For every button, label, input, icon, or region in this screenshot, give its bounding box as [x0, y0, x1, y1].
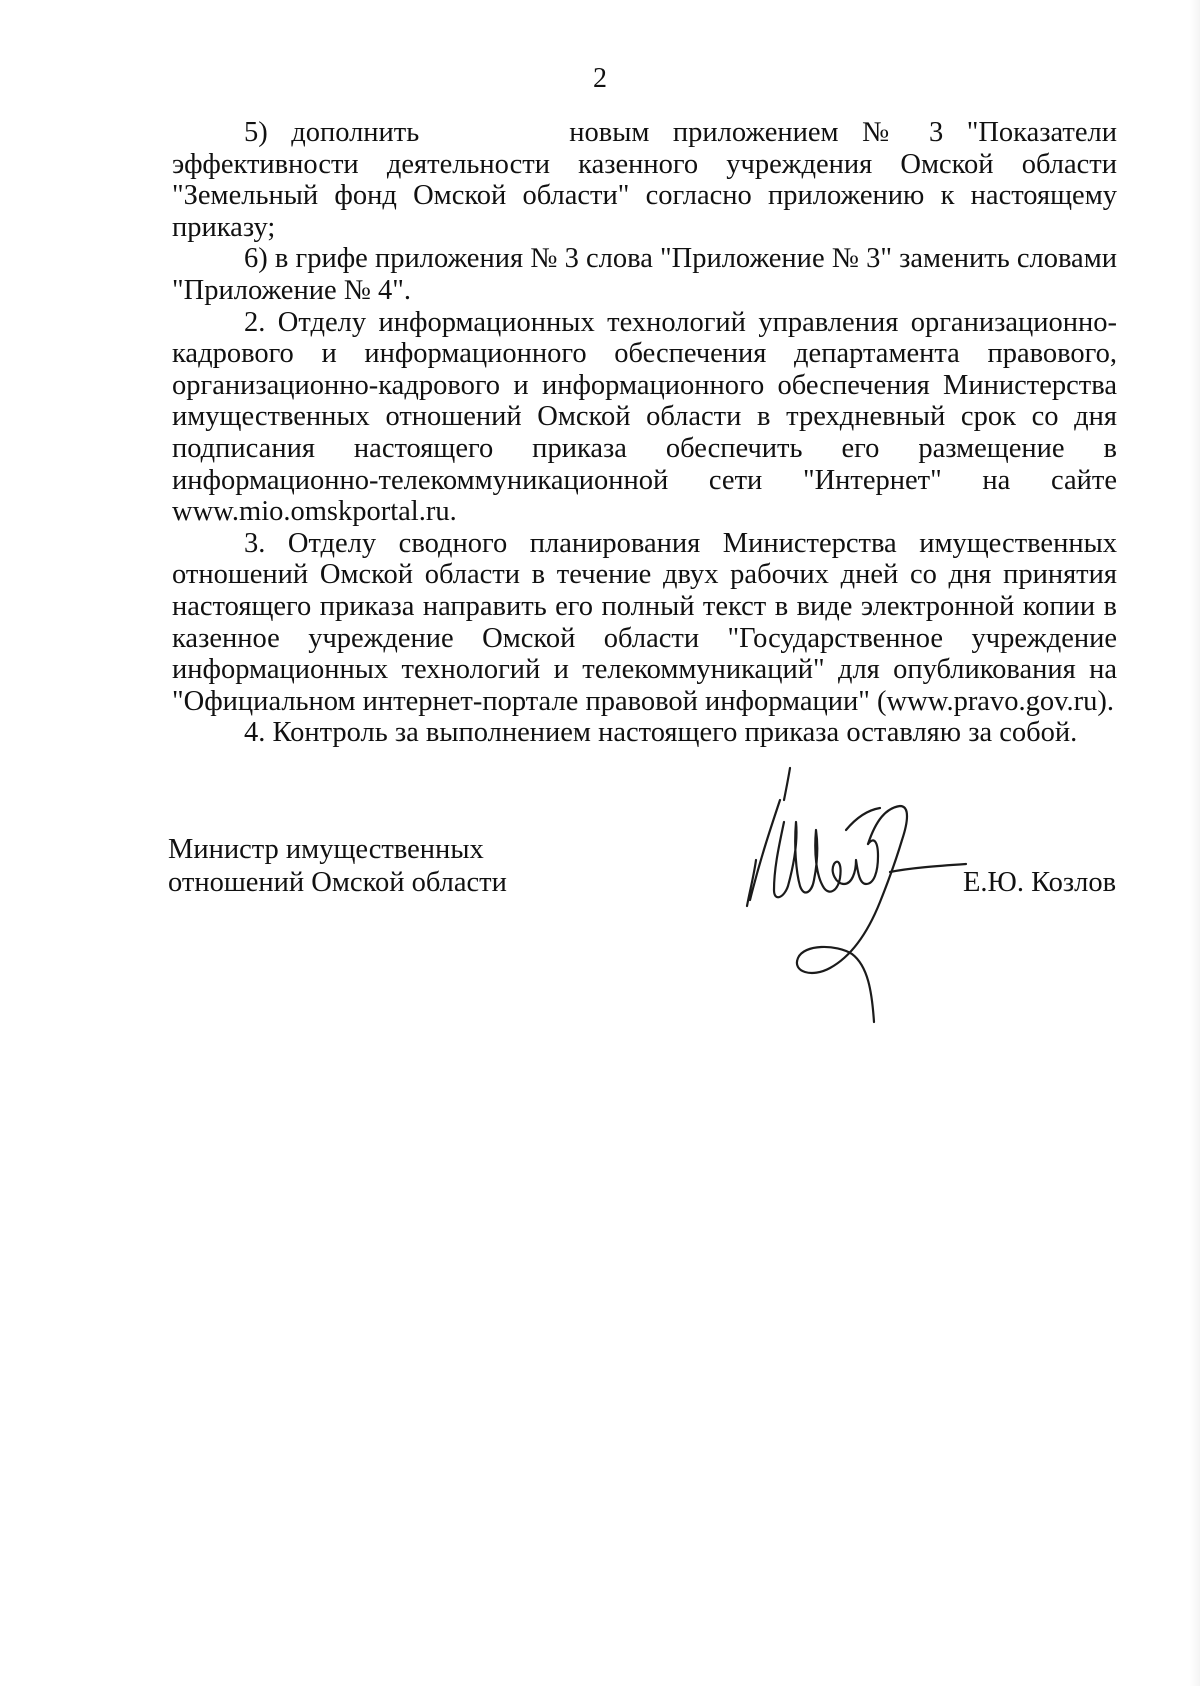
- text-line: отношений Омской области в течение двух рабочих дней со дня принятия: [172, 559, 1117, 591]
- text-line: 2. Отделу информационных технологий управления организационно-: [244, 306, 1117, 338]
- handwritten-signature: [740, 760, 980, 1030]
- text-line: информационно-телекоммуникационной сети "Интернет" на сайте: [172, 464, 1117, 496]
- page-number: 2: [593, 63, 607, 94]
- paragraph-4: [172, 717, 1117, 749]
- text-line: имущественных отношений Омской области в трехдневный срок со дня: [172, 401, 1117, 433]
- text-line: информационных технологий и телекоммуникаций" для опубликования на: [172, 654, 1117, 686]
- text-line: "Приложение № 4".: [172, 274, 412, 306]
- paragraph-item-6: [172, 243, 1117, 306]
- signatory-name: Е.Ю. Козлов: [963, 867, 1117, 898]
- text-line: 4. Контроль за выполнением настоящего приказа оставляю за собой.: [244, 717, 1078, 749]
- text-line: 3. Отделу сводного планирования Министерства имущественных: [244, 527, 1117, 559]
- text-line: "Официальном интернет-портале правовой информации" (www.pravo.gov.ru).: [172, 685, 1114, 717]
- signatory-position: [168, 833, 507, 899]
- scan-margin: [1190, 0, 1200, 1686]
- text-line: "Земельный фонд Омской области" согласно приложению к настоящему: [172, 180, 1117, 212]
- text-line: казенное учреждение Омской области "Государственное учреждение: [172, 622, 1117, 654]
- text-line: приказу;: [172, 211, 276, 243]
- text-line: 6) в грифе приложения № 3 слова "Приложение № 3" заменить словами: [244, 243, 1117, 275]
- signatory-position-line: отношений Омской области: [168, 867, 507, 898]
- text-line: настоящего приказа направить его полный текст в виде электронной копии в: [172, 590, 1117, 622]
- text-line: эффективности деятельности казенного учреждения Омской области: [172, 148, 1117, 180]
- paragraph-item-5: [172, 117, 1117, 243]
- text-fragment: новым приложением № 3 "Показатели: [569, 117, 1117, 148]
- signatory-position-line: Министр имущественных: [168, 834, 484, 865]
- text-line: www.mio.omskportal.ru.: [172, 496, 457, 528]
- text-fragment: 5) дополнить: [244, 117, 420, 148]
- text-line: кадрового и информационного обеспечения департамента правового,: [172, 338, 1117, 370]
- paragraph-3: [172, 528, 1117, 718]
- text-line: подписания настоящего приказа обеспечить его размещение в: [172, 432, 1117, 464]
- text-line: организационно-кадрового и информационного обеспечения Министерства: [172, 369, 1117, 401]
- document-body: [172, 117, 1117, 749]
- text-line: [172, 117, 1117, 149]
- paragraph-2: [172, 307, 1117, 528]
